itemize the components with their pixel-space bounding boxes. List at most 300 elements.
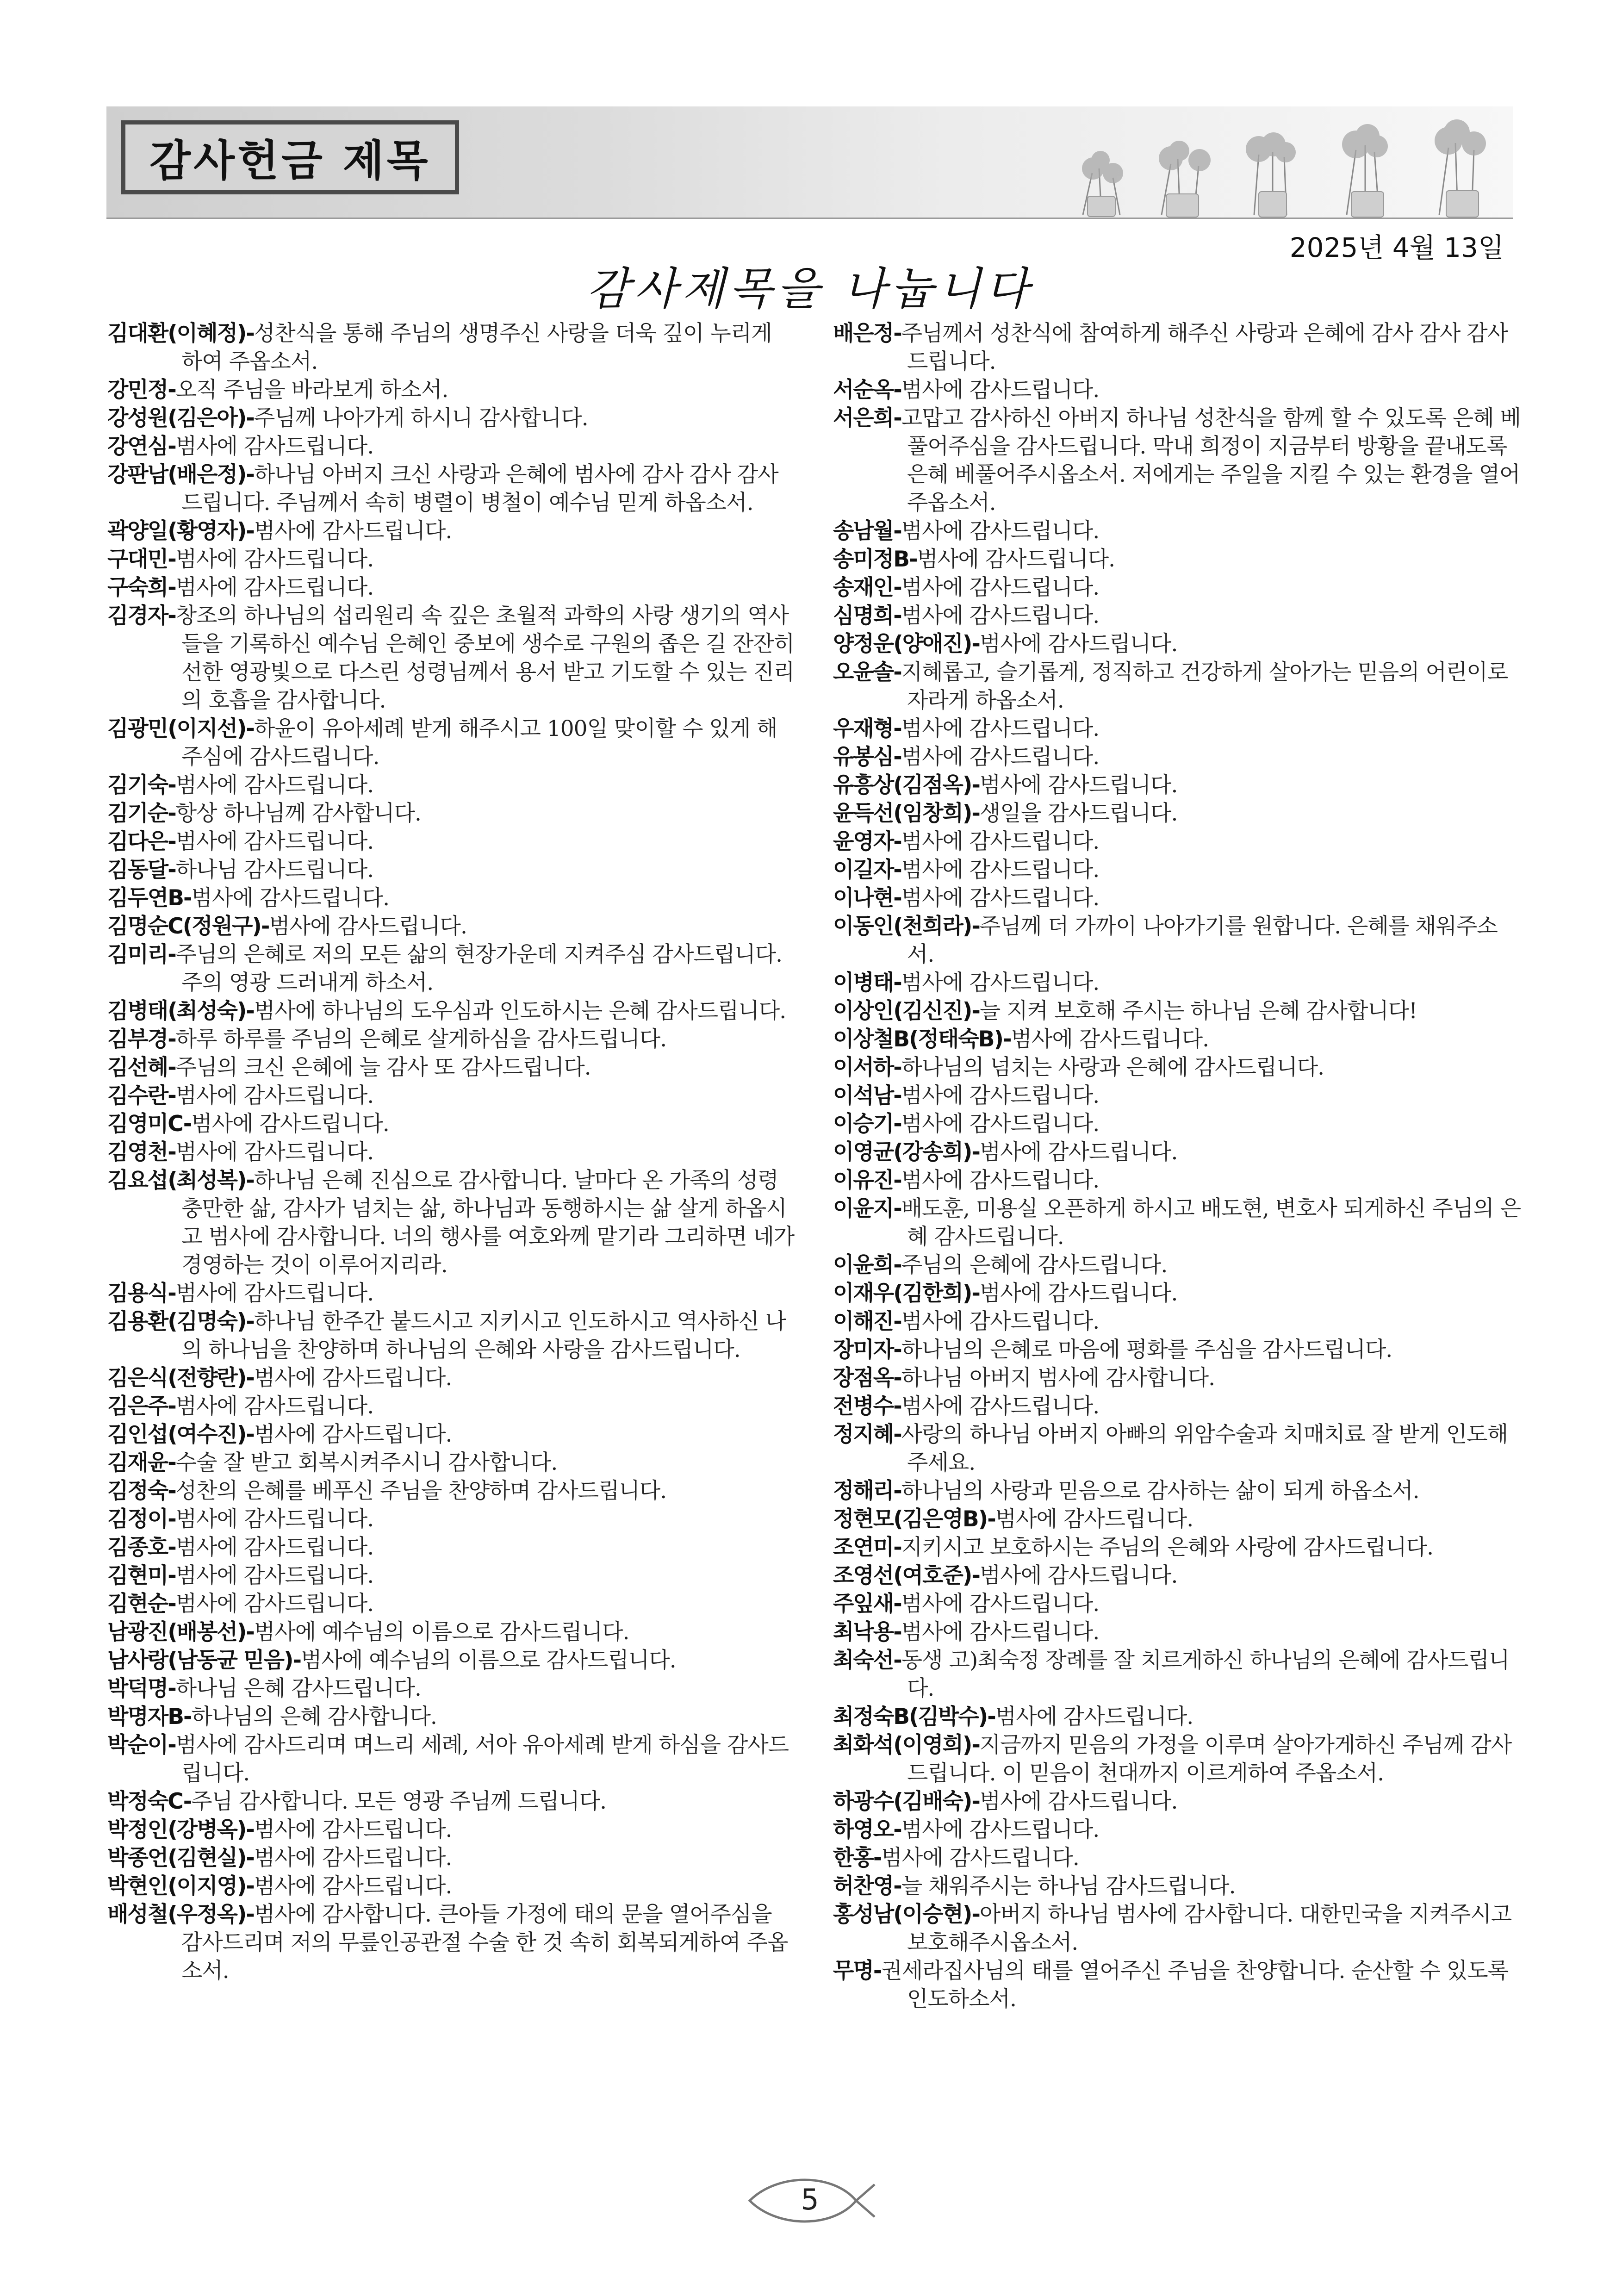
entry-text: 항상 하나님께 감사합니다. — [175, 801, 421, 826]
entry-item — [833, 1307, 1523, 1336]
entry-item — [107, 1082, 797, 1110]
entry-item — [107, 1844, 797, 1872]
entry-text: 범사에 감사드립니다. — [995, 1704, 1193, 1730]
entry-name: 오윤솔 — [833, 660, 894, 685]
entry-item — [107, 1590, 797, 1618]
entry-name: 장미자 — [833, 1337, 894, 1363]
entry-item — [833, 517, 1523, 545]
entry-item — [107, 912, 797, 940]
entry-text: 범사에 감사드립니다. — [901, 518, 1100, 544]
entry-separator: - — [168, 1055, 176, 1080]
entry-name: 하영오 — [833, 1817, 894, 1842]
entry-name: 최숙선 — [833, 1648, 894, 1673]
entry-text: 범사에 감사드립니다. — [901, 1168, 1100, 1193]
entry-separator: - — [893, 1619, 901, 1645]
entry-item — [107, 940, 797, 997]
entry-text: 범사에 감사드립니다. — [175, 575, 374, 600]
entry-name: 무명 — [833, 1958, 873, 1984]
entry-name: 정해리 — [833, 1478, 894, 1504]
entry-separator: - — [987, 1704, 995, 1730]
entry-name: 남사랑(남동균 믿음) — [107, 1648, 293, 1673]
entry-separator: - — [893, 1083, 901, 1108]
entry-name: 강민정 — [107, 377, 168, 403]
entry-name: 배은정 — [833, 321, 894, 346]
entry-separator: - — [893, 1422, 901, 1447]
entry-item — [107, 1731, 797, 1787]
entry-name: 김재윤 — [107, 1450, 168, 1475]
entry-separator: - — [909, 547, 917, 572]
entry-separator: - — [168, 1139, 176, 1165]
entry-name: 김인섭(여수진) — [107, 1422, 246, 1447]
entry-item — [833, 1900, 1523, 1957]
entry-separator: - — [183, 1789, 192, 1814]
entry-name: 구숙희 — [107, 575, 168, 600]
entry-separator: - — [893, 575, 901, 600]
entry-item — [833, 1336, 1523, 1364]
entry-item — [107, 1053, 797, 1082]
entry-item — [107, 1025, 797, 1053]
entry-text: 범사에 감사드립니다. — [901, 377, 1100, 403]
entry-text: 범사에 감사드립니다. — [1011, 1027, 1209, 1052]
entry-separator: - — [893, 603, 901, 628]
entry-separator: - — [246, 1619, 254, 1645]
entry-text: 사랑의 하나님 아버지 아빠의 위암수술과 치매치료 잘 받게 인도해주세요. — [901, 1422, 1508, 1475]
entry-item — [107, 1900, 797, 1985]
entry-item — [107, 1787, 797, 1816]
entry-text: 범사에 감사드립니다. — [254, 1845, 452, 1871]
entry-text: 주님께서 성찬식에 참여하게 해주신 사랑과 은혜에 감사 감사 감사드립니다. — [901, 321, 1508, 374]
entry-item — [107, 1166, 797, 1279]
entry-separator: - — [893, 885, 901, 911]
entry-text: 범사에 감사드립니다. — [901, 885, 1100, 911]
entry-item — [833, 828, 1523, 856]
entry-separator: - — [168, 942, 176, 967]
entry-item — [833, 969, 1523, 997]
entry-name: 윤득선(임창희) — [833, 801, 972, 826]
entry-separator: - — [971, 1789, 980, 1814]
entry-item — [833, 630, 1523, 658]
entry-name: 강성원(김은아) — [107, 405, 246, 431]
entry-item — [107, 1618, 797, 1646]
entry-separator: - — [168, 547, 176, 572]
entry-text: 성찬의 은혜를 베푸신 주님을 찬양하며 감사드립니다. — [175, 1478, 667, 1504]
entry-separator: - — [168, 772, 176, 798]
entry-item — [833, 912, 1523, 969]
entry-item — [107, 1449, 797, 1477]
entry-item — [833, 319, 1523, 376]
entry-item — [833, 545, 1523, 573]
entry-text: 범사에 감사드립니다. — [901, 744, 1100, 770]
entry-text: 하나님의 은혜 감사합니다. — [191, 1704, 437, 1730]
entry-name: 심명희 — [833, 603, 894, 628]
entry-item — [107, 1872, 797, 1900]
entry-item — [833, 1590, 1523, 1618]
entry-text: 범사에 감사드립니다. — [175, 1394, 374, 1419]
entry-name: 서순옥 — [833, 377, 894, 403]
entry-name: 배성철(우정옥) — [107, 1902, 246, 1927]
entry-text: 하나님 한주간 붙드시고 지키시고 인도하시고 역사하신 나의 하나님을 찬양하며 하나님의 은혜와 사랑을 감사드립니다. — [181, 1309, 786, 1363]
entry-separator: - — [971, 1563, 980, 1588]
entry-text: 범사에 감사드립니다. — [979, 772, 1178, 798]
entry-item — [833, 1138, 1523, 1166]
entry-text: 지혜롭고, 슬기롭게, 정직하고 건강하게 살아가는 믿음의 어린이로 자라게 하옵소서. — [901, 660, 1508, 713]
entry-item — [833, 1872, 1523, 1900]
entry-item — [833, 856, 1523, 884]
entry-separator: - — [1003, 1027, 1011, 1052]
entry-text: 지키시고 보호하시는 주님의 은혜와 사랑에 감사드립니다. — [901, 1535, 1434, 1560]
entry-separator: - — [168, 1478, 176, 1504]
entry-separator: - — [246, 716, 254, 741]
entry-item — [833, 1110, 1523, 1138]
entry-text: 범사에 감사드립니다. — [979, 1789, 1178, 1814]
entry-text: 하나님의 사랑과 믿음으로 감사하는 삶이 되게 하옵소서. — [901, 1478, 1419, 1504]
entry-separator: - — [168, 1281, 176, 1306]
entry-separator: - — [971, 1732, 980, 1758]
entry-separator: - — [246, 405, 254, 431]
entry-text: 범사에 감사드립니다. — [979, 1563, 1178, 1588]
entry-separator: - — [168, 1535, 176, 1560]
entry-separator: - — [183, 1704, 192, 1730]
entry-separator: - — [893, 829, 901, 854]
entry-item — [833, 1364, 1523, 1392]
entry-separator: - — [893, 857, 901, 883]
entry-item — [833, 1025, 1523, 1053]
entry-separator: - — [893, 377, 901, 403]
entry-separator: - — [893, 1591, 901, 1617]
entry-text: 하나님 감사드립니다. — [175, 857, 374, 883]
entry-text: 범사에 감사드립니다. — [254, 1873, 452, 1899]
entry-name: 주잎새 — [833, 1591, 894, 1617]
entry-item — [833, 602, 1523, 630]
entry-name: 김기순 — [107, 801, 168, 826]
entry-item — [833, 1477, 1523, 1505]
entry-name: 남광진(배봉선) — [107, 1619, 246, 1645]
entry-name: 이재우(김한희) — [833, 1281, 972, 1306]
entry-separator: - — [246, 1168, 254, 1193]
entry-name: 김현미 — [107, 1563, 168, 1588]
entry-name: 윤영자 — [833, 829, 894, 854]
entry-name: 김정이 — [107, 1506, 168, 1532]
entry-separator: - — [971, 914, 980, 939]
entry-name: 김두연B — [107, 885, 184, 911]
entry-text: 범사에 감사드립니다. — [254, 1365, 452, 1391]
entry-text: 하나님의 은혜로 마음에 평화를 주심을 감사드립니다. — [901, 1337, 1392, 1363]
entry-name: 곽양일(황영자) — [107, 518, 246, 544]
entry-text: 주님의 크신 은혜에 늘 감사 또 감사드립니다. — [175, 1055, 591, 1080]
entry-item — [107, 1646, 797, 1674]
entry-name: 김명순C(정원구) — [107, 914, 261, 939]
entry-separator: - — [873, 1845, 882, 1871]
entry-text: 권세라집사님의 태를 열어주신 주님을 찬양합니다. 순산할 수 있도록 인도하소서. — [881, 1958, 1509, 2012]
entry-item — [107, 884, 797, 912]
entry-separator: - — [893, 1817, 901, 1842]
entry-text: 범사에 감사드립니다. — [254, 518, 452, 544]
entry-separator: - — [893, 1365, 901, 1391]
entry-item — [833, 376, 1523, 404]
entry-name: 김기숙 — [107, 772, 168, 798]
entry-name: 최낙용 — [833, 1619, 894, 1645]
entry-text: 고맙고 감사하신 아버지 하나님 성찬식을 함께 할 수 있도록 은혜 베풀어주심을 감사드립니다. 막내 희정이 지금부터 방황을 끝내도록 은혜 베풀어주시옵소서. 저에게는 주일을 지킬 수 있는 환경을 열어주옵소서. — [901, 405, 1521, 516]
entry-text: 아버지 하나님 범사에 감사합니다. 대한민국을 지켜주시고 보호해주시옵소서. — [907, 1902, 1512, 1955]
entry-name: 하광수(김배숙) — [833, 1789, 972, 1814]
entry-item — [107, 1477, 797, 1505]
entry-name: 박종언(김현실) — [107, 1845, 246, 1871]
entry-text: 범사에 감사드립니다. — [901, 970, 1100, 996]
entry-text: 범사에 감사드립니다. — [254, 1422, 452, 1447]
entry-name: 김미리 — [107, 942, 168, 967]
entry-text: 범사에 감사드립니다. — [175, 1281, 374, 1306]
entry-name: 김대환(이혜정) — [107, 321, 246, 346]
entry-separator: - — [893, 1168, 901, 1193]
entry-item — [833, 658, 1523, 715]
entry-name: 김용환(김명숙) — [107, 1309, 246, 1334]
entry-separator: - — [893, 1873, 901, 1899]
entry-separator: - — [292, 1648, 301, 1673]
entry-item — [107, 799, 797, 828]
entry-separator: - — [246, 998, 254, 1024]
entries-column-left — [107, 319, 797, 1985]
entry-text: 범사에 감사드립니다. — [175, 829, 374, 854]
entry-name: 박정인(강병옥) — [107, 1817, 246, 1842]
entry-text: 범사에 감사드리며 며느리 세례, 서아 유아세례 받게 하심을 감사드립니다. — [175, 1732, 789, 1786]
entry-separator: - — [246, 1309, 254, 1334]
page-number: 5 — [801, 2183, 819, 2216]
entry-text: 동생 고)최숙정 장례를 잘 치르게하신 하나님의 은혜에 감사드립니다. — [901, 1648, 1510, 1701]
entry-separator: - — [893, 518, 901, 544]
title-box — [121, 120, 459, 194]
entry-text: 범사에 감사드립니다. — [901, 1083, 1100, 1108]
entry-text: 범사에 하나님의 도우심과 인도하시는 은혜 감사드립니다. — [254, 998, 786, 1024]
entry-name: 이상인(김신진) — [833, 998, 972, 1024]
entry-item — [107, 1703, 797, 1731]
entry-separator: - — [893, 405, 901, 431]
entry-name: 유흥상(김점옥) — [833, 772, 972, 798]
entry-name: 조영선(여호준) — [833, 1563, 972, 1588]
entry-separator: - — [893, 321, 901, 346]
entry-item — [833, 1731, 1523, 1787]
entry-text: 범사에 감사드립니다. — [901, 1619, 1100, 1645]
page-title: 감사헌금 제목 — [149, 136, 431, 186]
entry-name: 김병태(최성숙) — [107, 998, 246, 1024]
entry-name: 김용식 — [107, 1281, 168, 1306]
entry-separator: - — [893, 1252, 901, 1278]
entry-name: 최정숙B(김박수) — [833, 1704, 988, 1730]
entry-separator: - — [893, 716, 901, 741]
entry-name: 김은주 — [107, 1394, 168, 1419]
entry-item — [833, 1562, 1523, 1590]
entry-name: 최화석(이영희) — [833, 1732, 972, 1758]
entry-separator: - — [168, 829, 176, 854]
entry-item — [833, 1816, 1523, 1844]
entry-text: 배도훈, 미용실 오픈하게 하시고 배도현, 변호사 되게하신 주님의 은혜 감사드립니다. — [901, 1196, 1521, 1250]
entry-text: 범사에 감사드립니다. — [901, 603, 1100, 628]
entry-item — [833, 1533, 1523, 1562]
entry-text: 범사에 감사드립니다. — [881, 1845, 1079, 1871]
entry-item — [833, 771, 1523, 799]
entry-name: 이영균(강송희) — [833, 1139, 972, 1165]
entry-item — [107, 432, 797, 460]
entry-name: 이길자 — [833, 857, 894, 883]
entry-text: 창조의 하나님의 섭리원리 속 깊은 초월적 과학의 사랑 생기의 역사들을 기록하신 예수님 은혜인 중보에 생수로 구원의 좁은 길 잔잔히 선한 영광빛으로 다스린 성령님께서 용서 받고 기도할 수 있는 진리의 호흡을 감사합니다. — [175, 603, 795, 713]
entry-separator: - — [183, 1111, 192, 1137]
entry-name: 김요섭(최성복) — [107, 1168, 246, 1193]
entry-text: 범사에 감사드립니다. — [901, 1817, 1100, 1842]
entry-text: 범사에 감사드립니다. — [979, 631, 1178, 657]
entry-text: 주님께 더 가까이 나아가기를 원합니다. 은혜를 채워주소서. — [907, 914, 1498, 967]
entry-name: 이윤지 — [833, 1196, 894, 1221]
entry-separator: - — [246, 1817, 254, 1842]
entry-name: 강연심 — [107, 434, 168, 459]
entry-name: 김영미C — [107, 1111, 183, 1137]
entry-name: 홍성남(이승현) — [833, 1902, 972, 1927]
entry-text: 생일을 감사드립니다. — [979, 801, 1178, 826]
entry-separator: - — [971, 998, 980, 1024]
entry-text: 범사에 감사드립니다. — [979, 1281, 1178, 1306]
entry-name: 이동인(천희라) — [833, 914, 972, 939]
entry-name: 이석남 — [833, 1083, 894, 1108]
entry-text: 오직 주님을 바라보게 하소서. — [175, 377, 448, 403]
entry-item — [107, 1562, 797, 1590]
entry-separator: - — [971, 631, 980, 657]
entry-item — [107, 319, 797, 376]
entry-separator: - — [168, 1563, 176, 1588]
entry-item — [107, 1533, 797, 1562]
entry-item — [833, 1251, 1523, 1279]
entry-separator: - — [893, 1478, 901, 1504]
entry-name: 우재형 — [833, 716, 894, 741]
entry-text: 범사에 감사드립니다. — [175, 1083, 374, 1108]
entry-separator: - — [893, 1309, 901, 1334]
flower-vase-illustration — [1055, 108, 1513, 218]
entries-column-right — [833, 319, 1523, 2013]
entry-separator: - — [168, 377, 176, 403]
entry-item — [107, 1138, 797, 1166]
entry-text: 범사에 감사드립니다. — [979, 1139, 1178, 1165]
entry-name: 김수란 — [107, 1083, 168, 1108]
entry-name: 김정숙 — [107, 1478, 168, 1504]
entry-text: 범사에 감사드립니다. — [901, 1591, 1100, 1617]
entry-separator: - — [168, 1732, 176, 1758]
entry-text: 범사에 감사드립니다. — [995, 1506, 1193, 1532]
entry-name: 정현모(김은영B) — [833, 1506, 988, 1532]
entry-name: 이상철B(정태숙B) — [833, 1027, 1003, 1052]
entry-text: 늘 채워주시는 하나님 감사드립니다. — [901, 1873, 1236, 1899]
entry-name: 이유진 — [833, 1168, 894, 1193]
entry-name: 이나현 — [833, 885, 894, 911]
entry-item — [107, 1307, 797, 1364]
entry-text: 하루 하루를 주님의 은혜로 살게하심을 감사드립니다. — [175, 1027, 667, 1052]
entry-item — [107, 1505, 797, 1533]
entry-item — [833, 1420, 1523, 1477]
entry-item — [107, 1110, 797, 1138]
entry-text: 하나님 은혜 감사드립니다. — [175, 1676, 421, 1701]
entry-separator: - — [893, 660, 901, 685]
entry-separator: - — [893, 1196, 901, 1221]
entry-text: 성찬식을 통해 주님의 생명주신 사랑을 더욱 깊이 누리게 하여 주옵소서. — [181, 321, 772, 374]
entry-separator: - — [168, 801, 176, 826]
entry-item — [833, 743, 1523, 771]
entry-item — [833, 1787, 1523, 1816]
date-text: 2025년 4월 13일 — [1289, 232, 1504, 263]
entry-text: 범사에 감사드립니다. — [901, 716, 1100, 741]
entry-separator: - — [168, 1506, 176, 1532]
entry-separator: - — [893, 970, 901, 996]
entry-item — [833, 1646, 1523, 1703]
entry-text: 하윤이 유아세례 받게 해주시고 100일 맞이할 수 있게 해주심에 감사드립니다. — [181, 716, 777, 770]
entry-name: 김동달 — [107, 857, 168, 883]
entry-text: 범사에 감사드립니다. — [175, 434, 374, 459]
entry-item — [107, 376, 797, 404]
entry-separator: - — [246, 321, 254, 346]
entry-item — [107, 856, 797, 884]
entry-text: 범사에 감사합니다. 큰아들 가정에 태의 문을 열어주심을 감사드리며 저의 무릎인공관절 수술 한 것 속히 회복되게하여 주옵소서. — [181, 1902, 788, 1984]
entry-text: 하나님 은혜 진심으로 감사합니다. 날마다 온 가족의 성령 충만한 삶, 감사가 넘치는 삶, 하나님과 동행하시는 삶 살게 하옵시고 범사에 감사합니다. 너의 행사를 여호와께 맡기라 그리하면 네가 경영하는 것이 이루어지리라. — [181, 1168, 795, 1278]
entry-text: 범사에 감사드립니다. — [254, 1817, 452, 1842]
entry-text: 하나님 아버지 크신 사랑과 은혜에 범사에 감사 감사 감사드립니다. 주님께서 속히 병렬이 병철이 예수님 믿게 하옵소서. — [181, 462, 778, 516]
entry-item — [107, 517, 797, 545]
entry-separator: - — [893, 1111, 901, 1137]
entry-text: 하나님 아버지 범사에 감사합니다. — [901, 1365, 1215, 1391]
entry-name: 박순이 — [107, 1732, 168, 1758]
entry-item — [833, 1279, 1523, 1307]
entry-item — [107, 1279, 797, 1307]
entry-separator: - — [168, 603, 176, 628]
entry-text: 주님의 은혜에 감사드립니다. — [901, 1252, 1168, 1278]
entry-name: 양정운(양애진) — [833, 631, 972, 657]
entry-name: 박덕명 — [107, 1676, 168, 1701]
entry-name: 이승기 — [833, 1111, 894, 1137]
entry-item — [107, 573, 797, 602]
entry-name: 박정숙C — [107, 1789, 183, 1814]
entry-item — [833, 1618, 1523, 1646]
entry-item — [833, 715, 1523, 743]
entry-name: 김광민(이지선) — [107, 716, 246, 741]
page-number-badge — [740, 2171, 879, 2231]
entry-separator: - — [168, 1676, 176, 1701]
entry-separator: - — [971, 1281, 980, 1306]
entry-text: 범사에 감사드립니다. — [191, 885, 390, 911]
entry-name: 김은식(전향란) — [107, 1365, 246, 1391]
entry-name: 이해진 — [833, 1309, 894, 1334]
entry-separator: - — [168, 1450, 176, 1475]
entry-item — [107, 602, 797, 715]
entry-item — [833, 1392, 1523, 1420]
entry-separator: - — [168, 1083, 176, 1108]
entry-text: 하나님의 넘치는 사랑과 은혜에 감사드립니다. — [901, 1055, 1324, 1080]
entry-text: 지금까지 믿음의 가정을 이루며 살아가게하신 주님께 감사드립니다. 이 믿음이 천대까지 이르게하여 주옵소서. — [907, 1732, 1512, 1786]
entry-item — [107, 1392, 797, 1420]
entry-item — [833, 799, 1523, 828]
entry-text: 범사에 감사드립니다. — [901, 857, 1100, 883]
entry-item — [833, 1703, 1523, 1731]
entry-text: 범사에 감사드립니다. — [175, 1535, 374, 1560]
entry-separator: - — [893, 1394, 901, 1419]
entry-name: 박현인(이지영) — [107, 1873, 246, 1899]
entry-item — [107, 460, 797, 517]
entry-separator: - — [246, 518, 254, 544]
entry-name: 송미정B — [833, 547, 909, 572]
entry-item — [833, 1957, 1523, 2013]
entry-name: 구대민 — [107, 547, 168, 572]
entry-item — [107, 1816, 797, 1844]
entry-item — [107, 771, 797, 799]
entry-text: 범사에 감사드립니다. — [901, 1394, 1100, 1419]
entry-separator: - — [971, 1139, 980, 1165]
entry-name: 정지혜 — [833, 1422, 894, 1447]
entry-item — [107, 1420, 797, 1449]
entry-item — [833, 997, 1523, 1025]
entry-text: 범사에 감사드립니다. — [901, 1111, 1100, 1137]
